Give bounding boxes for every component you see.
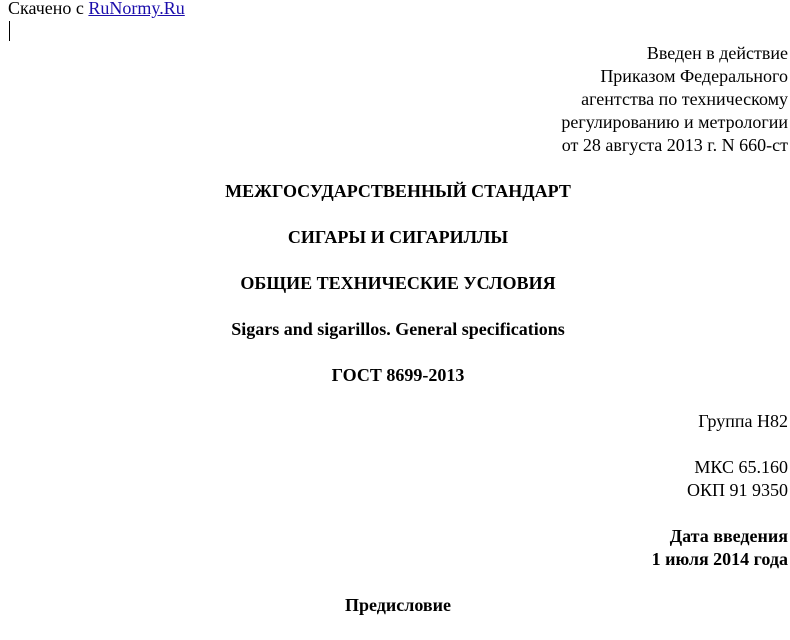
- effective-date-block: [652, 525, 788, 571]
- introduced-line: Приказом Федерального: [600, 66, 788, 86]
- classification-codes: [687, 456, 788, 502]
- okp-code: ОКП 91 9350: [686, 480, 788, 500]
- standard-name-en: Sigars and sigarillos. General specifications: [231, 319, 565, 339]
- gost-number: ГОСТ 8699-2013: [331, 365, 465, 385]
- introduced-line: Введен в действие: [646, 43, 788, 63]
- group-code: Группа Н82: [698, 411, 788, 431]
- preface-heading: Предисловие: [345, 595, 451, 615]
- introduced-line: от 28 августа 2013 г. N 660-ст: [561, 135, 788, 155]
- introduced-line: агентства по техническому: [581, 89, 788, 109]
- download-source-line: [8, 0, 185, 20]
- standard-type-heading: МЕЖГОСУДАРСТВЕННЫЙ СТАНДАРТ: [225, 181, 571, 201]
- introduced-block: [561, 42, 788, 157]
- standard-subtitle-ru: ОБЩИЕ ТЕХНИЧЕСКИЕ УСЛОВИЯ: [240, 273, 556, 293]
- standard-name-ru: СИГАРЫ И СИГАРИЛЛЫ: [287, 227, 509, 247]
- effective-date-value: 1 июля 2014 года: [651, 549, 788, 569]
- mks-code: МКС 65.160: [694, 457, 788, 477]
- text-cursor: [9, 21, 10, 41]
- effective-date-label: Дата введения: [669, 526, 788, 546]
- runormy-link[interactable]: RuNormy.Ru: [88, 0, 185, 18]
- introduced-line: регулированию и метрологии: [561, 112, 788, 132]
- download-prefix: Скачено с: [8, 0, 84, 18]
